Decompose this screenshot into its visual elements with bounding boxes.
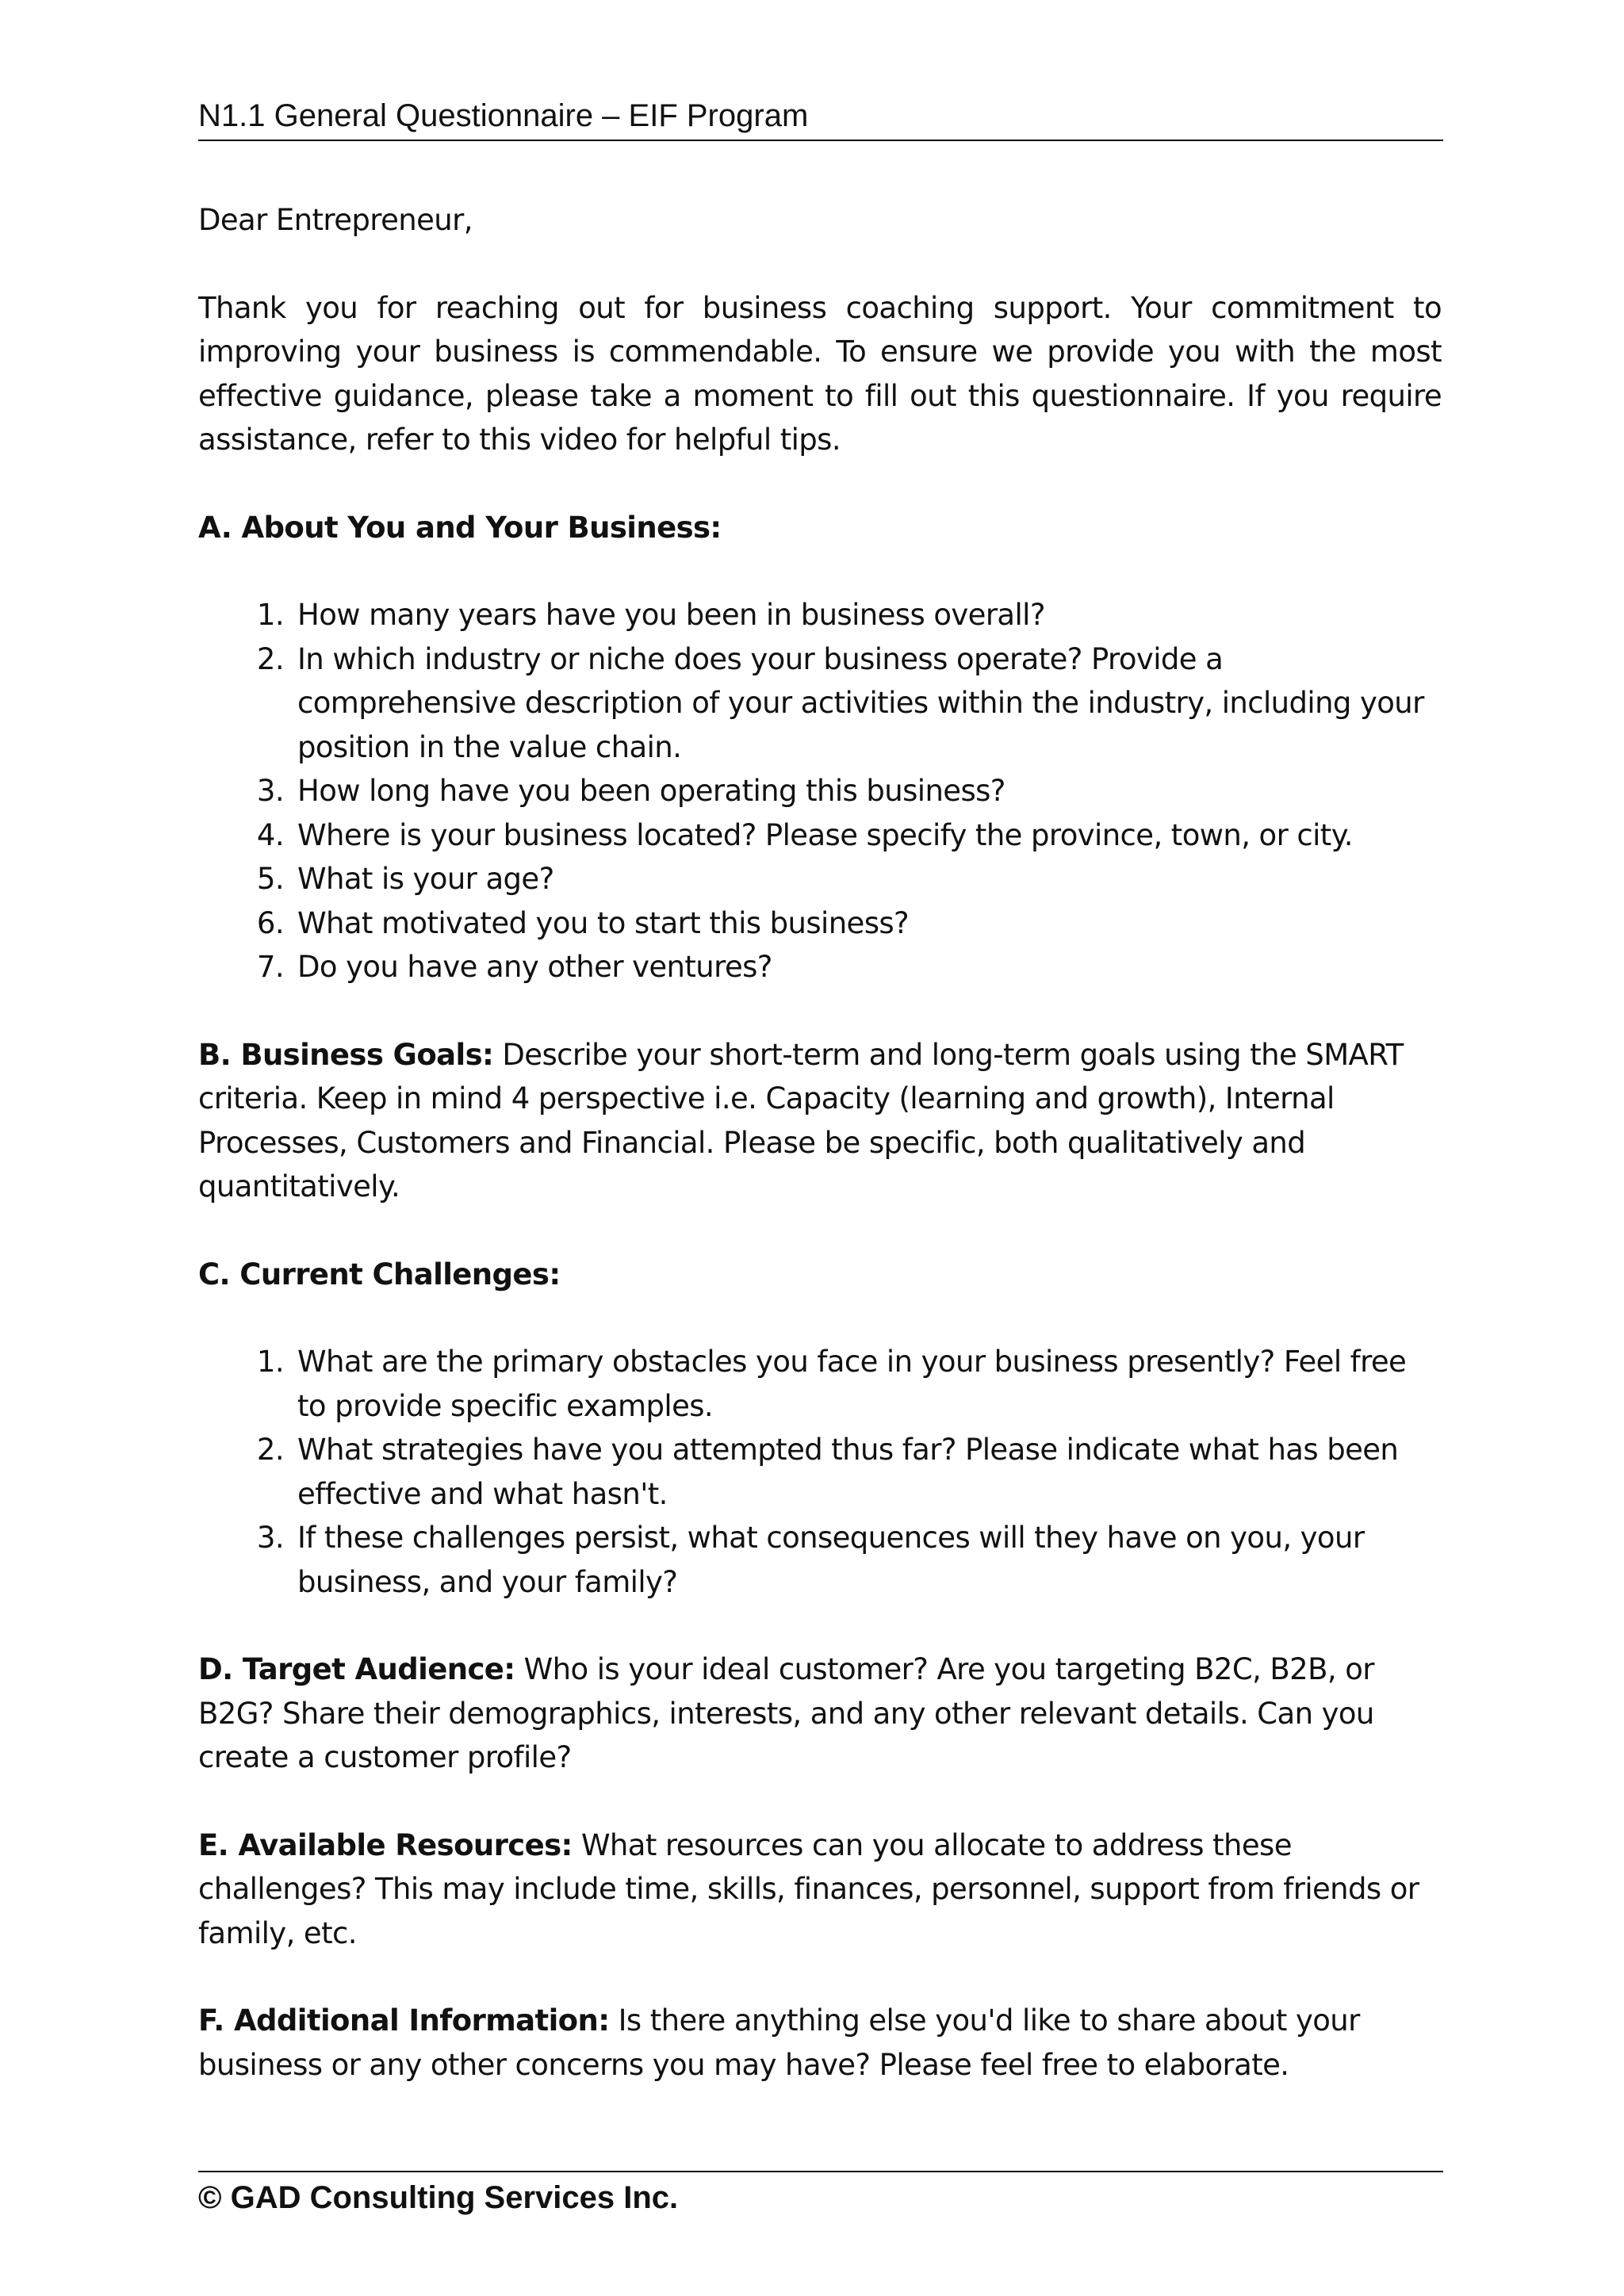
list-item-text: Do you have any other ventures? (297, 950, 772, 984)
list-item (198, 813, 1442, 858)
list-item (198, 1516, 1442, 1604)
list-item (198, 945, 1442, 989)
document-title: N1.1 General Questionnaire – EIF Program (198, 98, 809, 133)
list-item (198, 593, 1442, 637)
list-item (198, 1428, 1442, 1516)
section-a-question-list (198, 593, 1442, 989)
list-item-number: 1. (256, 598, 284, 632)
list-item-text: How many years have you been in business overall? (297, 598, 1045, 632)
list-item (198, 769, 1442, 813)
list-item-number: 2. (256, 1433, 284, 1467)
list-item-text: What motivated you to start this business? (297, 905, 910, 940)
list-item-number: 3. (256, 1521, 284, 1555)
page-footer (198, 2171, 1443, 2218)
list-item-number: 1. (256, 1345, 284, 1379)
section-b-paragraph (198, 1033, 1442, 1209)
document-body (198, 198, 1442, 2087)
section-d-paragraph (198, 1647, 1442, 1780)
page-header (198, 95, 1443, 141)
section-c-heading: C. Current Challenges: (198, 1257, 561, 1292)
section-e-paragraph (198, 1823, 1442, 1956)
section-f-text: Is there anything else you'd like to share about your business or any other concerns you may have? Please feel free to elaborate. (198, 2003, 1360, 2082)
list-item-text: Where is your business located? Please specify the province, town, or city. (297, 817, 1353, 852)
copyright-text: © GAD Consulting Services Inc. (198, 2180, 679, 2215)
list-item-number: 3. (256, 774, 284, 808)
greeting: Dear Entrepreneur, (198, 203, 473, 237)
list-item-number: 7. (256, 950, 284, 984)
section-b-heading: B. Business Goals: (198, 1037, 494, 1072)
section-f-paragraph (198, 1999, 1442, 2087)
list-item-number: 6. (256, 905, 284, 940)
list-item-number: 5. (256, 862, 284, 896)
list-item-text: What is your age? (297, 862, 554, 896)
list-item-text: What strategies have you attempted thus far? Please indicate what has been effective and what hasn't. (297, 1433, 1399, 1511)
list-item-number: 4. (256, 817, 284, 852)
section-c-question-list (198, 1340, 1442, 1604)
list-item (198, 901, 1442, 946)
list-item (198, 857, 1442, 901)
list-item-text: What are the primary obstacles you face in your business presently? Feel free to provide specific examples. (297, 1345, 1407, 1423)
section-a-heading: A. About You and Your Business: (198, 510, 722, 545)
list-item-text: How long have you been operating this business? (297, 774, 1005, 808)
list-item (198, 1340, 1442, 1428)
section-d-text: Who is your ideal customer? Are you targeting B2C, B2B, or B2G? Share their demographics, interests, and any other relevant details. Can you create a customer profile? (198, 1652, 1374, 1774)
section-d-heading: D. Target Audience: (198, 1652, 515, 1686)
list-item-number: 2. (256, 641, 284, 676)
section-e-text: What resources can you allocate to address these challenges? This may include time, skills, finances, personnel, support from friends or family, etc. (198, 1827, 1419, 1950)
section-b-text: Describe your short-term and long-term goals using the SMART criteria. Keep in mind 4 perspective i.e. Capacity (learning and growth), Internal Processes, Customers and Financial. Please be specific, both qualitatively and quantitatively. (198, 1037, 1404, 1203)
intro-paragraph: Thank you for reaching out for business coaching support. Your commitment to improving your business is commendable. To ensure we provide you with the most effective guidance, please take a moment to fill out this questionnaire. If you require assistance, refer to this video for helpful tips. (198, 290, 1442, 457)
list-item-text: If these challenges persist, what consequences will they have on you, your business, and your family? (297, 1521, 1365, 1599)
section-e-heading: E. Available Resources: (198, 1827, 573, 1862)
section-f-heading: F. Additional Information: (198, 2003, 610, 2038)
list-item (198, 637, 1442, 770)
list-item-text: In which industry or niche does your business operate? Provide a comprehensive description of your activities within the industry, including your position in the value chain. (297, 641, 1424, 764)
